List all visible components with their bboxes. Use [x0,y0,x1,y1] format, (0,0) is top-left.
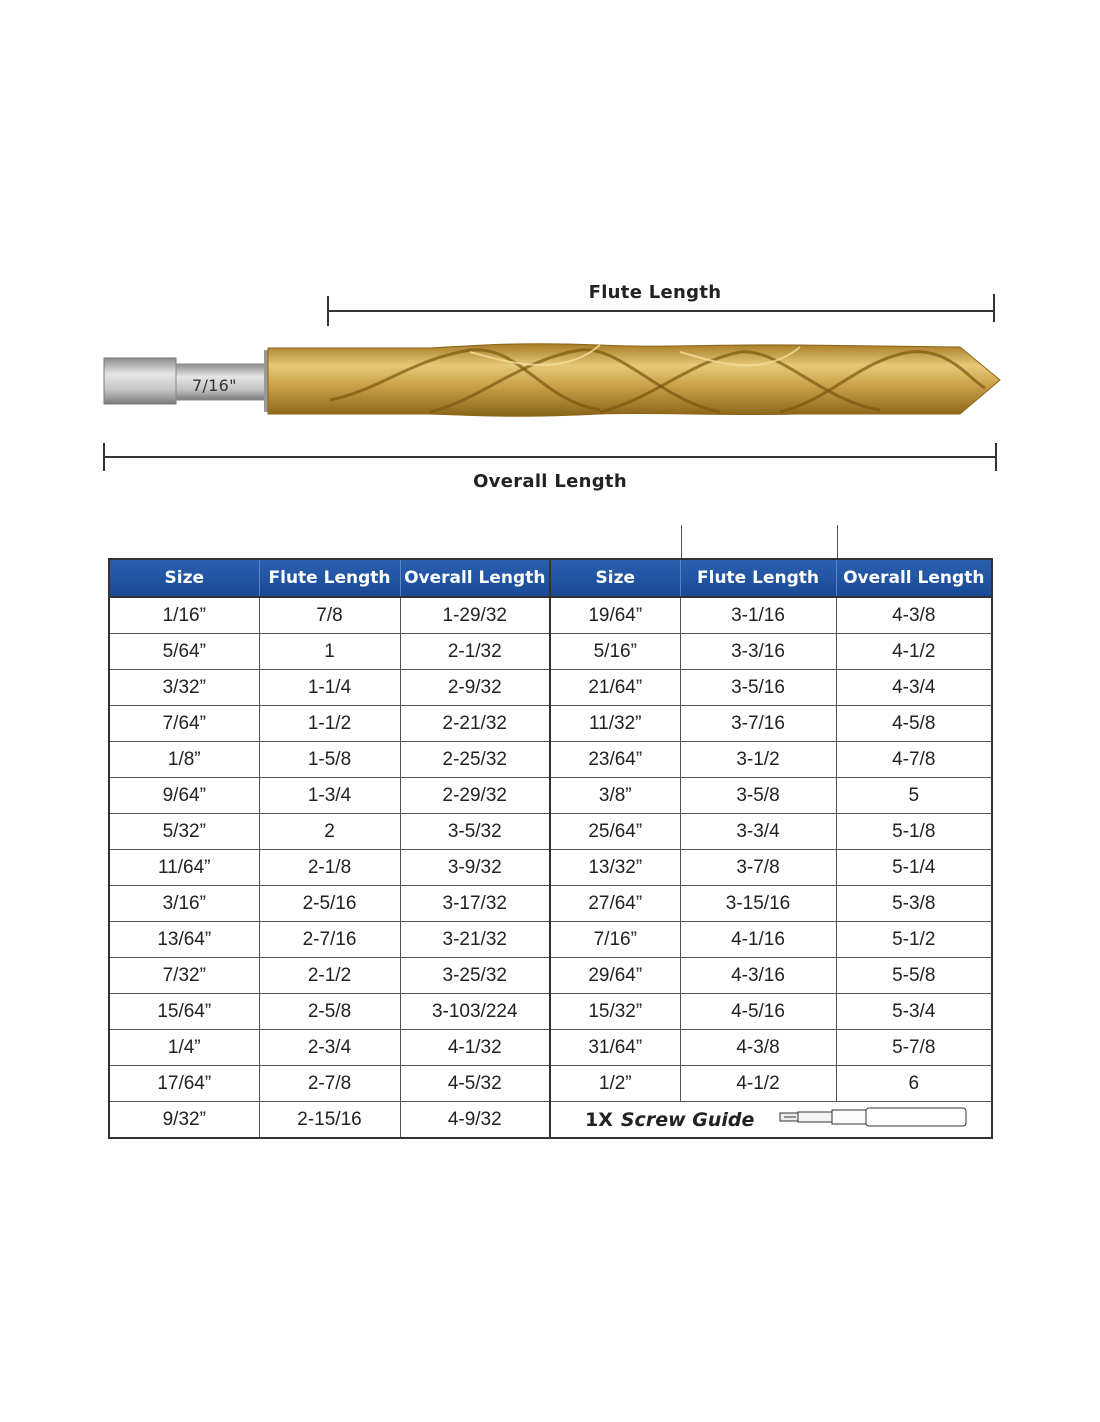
table-row [109,886,992,922]
cell-overall-length: 3-25/32 [400,958,550,994]
cell-size: 7/64” [109,706,259,742]
cell-overall-length: 2-9/32 [400,670,550,706]
cell-size: 17/64” [109,1066,259,1102]
table-row [109,922,992,958]
cell-flute-length: 2 [259,814,400,850]
cell-size: 5/32” [109,814,259,850]
cell-overall-length: 4-3/8 [836,597,992,634]
cell-size: 13/64” [109,922,259,958]
cell-size: 3/32” [109,670,259,706]
column-divider-tick [681,525,682,558]
header-size: Size [109,559,259,597]
table-row [109,634,992,670]
cell-size: 3/16” [109,886,259,922]
table-row [109,742,992,778]
cell-size: 1/2” [550,1066,680,1102]
cell-flute-length: 3-1/2 [680,742,836,778]
cell-flute-length: 4-3/8 [680,1030,836,1066]
cell-size: 19/64” [550,597,680,634]
cell-flute-length: 4-1/16 [680,922,836,958]
screw-guide-name: Screw Guide [620,1108,755,1131]
cell-overall-length: 5-3/8 [836,886,992,922]
header-overall-length: Overall Length [400,559,550,597]
header-size: Size [550,559,680,597]
screw-guide-cell [550,1102,992,1139]
cell-flute-length: 3-3/4 [680,814,836,850]
cell-size: 15/32” [550,994,680,1030]
cell-flute-length: 2-7/8 [259,1066,400,1102]
cell-size: 3/8” [550,778,680,814]
table-row [109,1102,992,1139]
cell-overall-length: 2-1/32 [400,634,550,670]
cell-flute-length: 2-7/16 [259,922,400,958]
table-row [109,706,992,742]
cell-size: 7/32” [109,958,259,994]
header-flute-length: Flute Length [680,559,836,597]
cell-overall-length: 2-21/32 [400,706,550,742]
cell-flute-length: 1 [259,634,400,670]
table-row [109,1030,992,1066]
cell-size: 9/32” [109,1102,259,1139]
cell-flute-length: 3-5/16 [680,670,836,706]
cell-flute-length: 4-1/2 [680,1066,836,1102]
header-flute-length: Flute Length [259,559,400,597]
cell-flute-length: 3-7/8 [680,850,836,886]
cell-overall-length: 4-9/32 [400,1102,550,1139]
table-row [109,1066,992,1102]
cell-overall-length: 2-25/32 [400,742,550,778]
drill-size-table [108,558,993,1139]
table-row [109,670,992,706]
cell-size: 25/64” [550,814,680,850]
cell-size: 5/64” [109,634,259,670]
overall-length-label: Overall Length [473,471,627,492]
cell-overall-length: 3-103/224 [400,994,550,1030]
header-overall-length: Overall Length [836,559,992,597]
cell-size: 7/16” [550,922,680,958]
cell-flute-length: 2-3/4 [259,1030,400,1066]
cell-overall-length: 3-9/32 [400,850,550,886]
cell-flute-length: 3-3/16 [680,634,836,670]
cell-size: 11/32” [550,706,680,742]
shank-marking: 7/16" [192,376,237,395]
cell-overall-length: 5-1/2 [836,922,992,958]
cell-flute-length: 3-15/16 [680,886,836,922]
cell-flute-length: 4-3/16 [680,958,836,994]
gold-drill-body [268,344,1000,417]
cell-flute-length: 1-1/4 [259,670,400,706]
drill-bit-diagram [0,0,1100,520]
cell-flute-length: 2-5/16 [259,886,400,922]
cell-size: 1/8” [109,742,259,778]
cell-overall-length: 4-5/8 [836,706,992,742]
cell-overall-length: 3-17/32 [400,886,550,922]
cell-size: 29/64” [550,958,680,994]
cell-flute-length: 1-5/8 [259,742,400,778]
cell-overall-length: 5 [836,778,992,814]
cell-overall-length: 5-1/4 [836,850,992,886]
cell-size: 31/64” [550,1030,680,1066]
cell-overall-length: 4-1/32 [400,1030,550,1066]
cell-size: 11/64” [109,850,259,886]
cell-overall-length: 4-7/8 [836,742,992,778]
hex-shank [104,350,272,412]
cell-flute-length: 2-5/8 [259,994,400,1030]
cell-overall-length: 4-5/32 [400,1066,550,1102]
cell-flute-length: 3-5/8 [680,778,836,814]
cell-size: 9/64” [109,778,259,814]
cell-flute-length: 1-3/4 [259,778,400,814]
cell-size: 1/4” [109,1030,259,1066]
cell-flute-length: 7/8 [259,597,400,634]
table-row [109,850,992,886]
table-row [109,994,992,1030]
cell-flute-length: 3-7/16 [680,706,836,742]
cell-overall-length: 5-1/8 [836,814,992,850]
cell-flute-length: 2-1/2 [259,958,400,994]
cell-overall-length: 5-5/8 [836,958,992,994]
table-row [109,814,992,850]
screw-guide-icon [778,1106,968,1134]
cell-size: 23/64” [550,742,680,778]
table-header-row [109,559,992,597]
cell-flute-length: 2-1/8 [259,850,400,886]
cell-overall-length: 1-29/32 [400,597,550,634]
drill-bit-illustration [0,0,1100,520]
cell-size: 15/64” [109,994,259,1030]
cell-overall-length: 3-5/32 [400,814,550,850]
column-divider-tick [837,525,838,558]
cell-overall-length: 6 [836,1066,992,1102]
cell-overall-length: 5-3/4 [836,994,992,1030]
cell-overall-length: 3-21/32 [400,922,550,958]
cell-overall-length: 2-29/32 [400,778,550,814]
cell-size: 21/64” [550,670,680,706]
flute-length-label: Flute Length [588,282,722,303]
table-row [109,597,992,634]
cell-overall-length: 4-3/4 [836,670,992,706]
cell-flute-length: 2-15/16 [259,1102,400,1139]
cell-overall-length: 4-1/2 [836,634,992,670]
cell-flute-length: 4-5/16 [680,994,836,1030]
table-row [109,958,992,994]
cell-size: 13/32” [550,850,680,886]
table-row [109,778,992,814]
screw-guide-quantity: 1X [585,1108,613,1131]
cell-size: 1/16” [109,597,259,634]
cell-size: 27/64” [550,886,680,922]
table-body [109,597,992,1138]
cell-flute-length: 1-1/2 [259,706,400,742]
cell-size: 5/16” [550,634,680,670]
cell-overall-length: 5-7/8 [836,1030,992,1066]
overall-length-dimension [104,443,996,471]
cell-flute-length: 3-1/16 [680,597,836,634]
